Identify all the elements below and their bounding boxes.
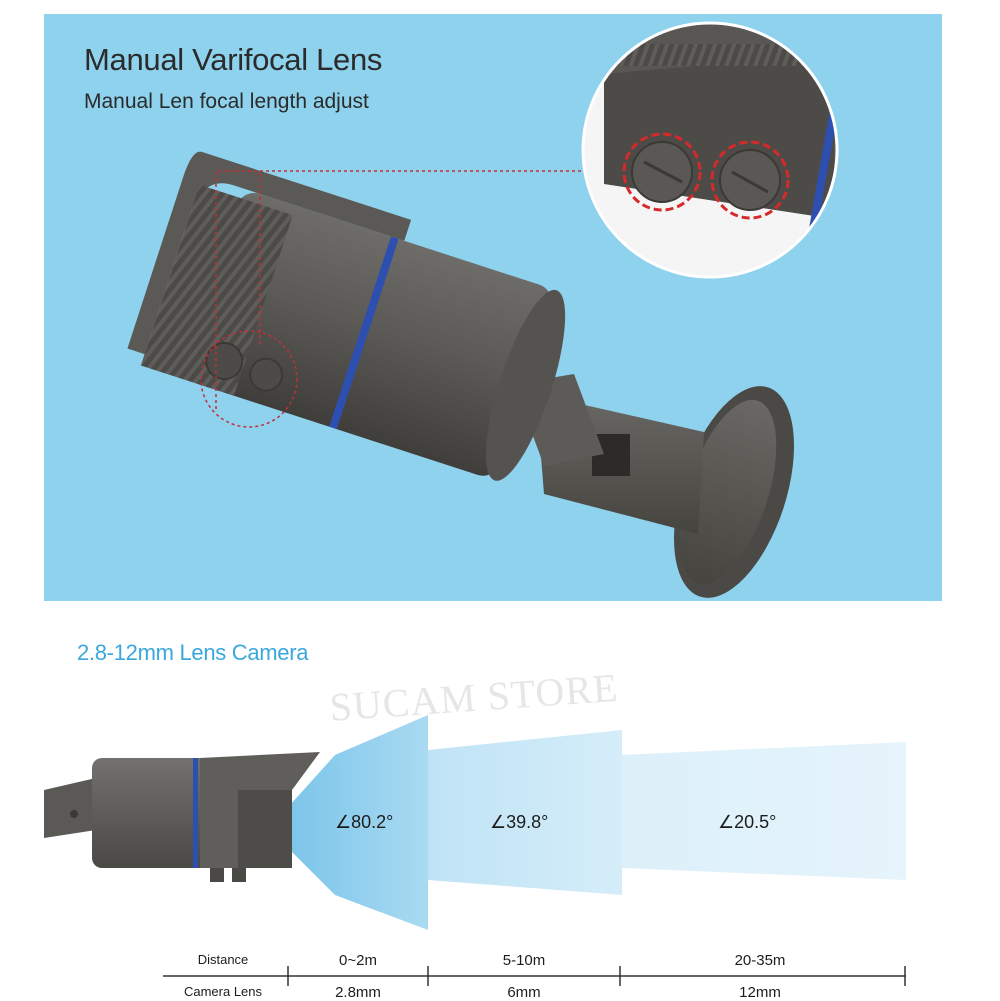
banner-subtitle: Manual Len focal length adjust	[84, 90, 369, 113]
camera-lens-label: Camera Lens	[183, 984, 263, 999]
fov-angle-mid: ∠39.8°	[490, 812, 549, 832]
distance-label: Distance	[197, 952, 249, 967]
distance-value: 0~2m	[339, 952, 377, 969]
lens-value: 2.8mm	[335, 984, 381, 1001]
fov-angle-narrow: ∠20.5°	[718, 812, 777, 832]
distance-value: 5-10m	[502, 952, 546, 969]
lens-value: 12mm	[739, 984, 781, 1001]
fov-angle-wide: ∠80.2°	[335, 812, 394, 832]
section-title: 2.8-12mm Lens Camera	[77, 640, 309, 665]
banner-title: Manual Varifocal Lens	[84, 42, 383, 77]
store-watermark: SUCAM STORE	[328, 664, 620, 730]
distance-value: 20-35m	[734, 952, 786, 969]
lens-value: 6mm	[507, 984, 541, 1001]
